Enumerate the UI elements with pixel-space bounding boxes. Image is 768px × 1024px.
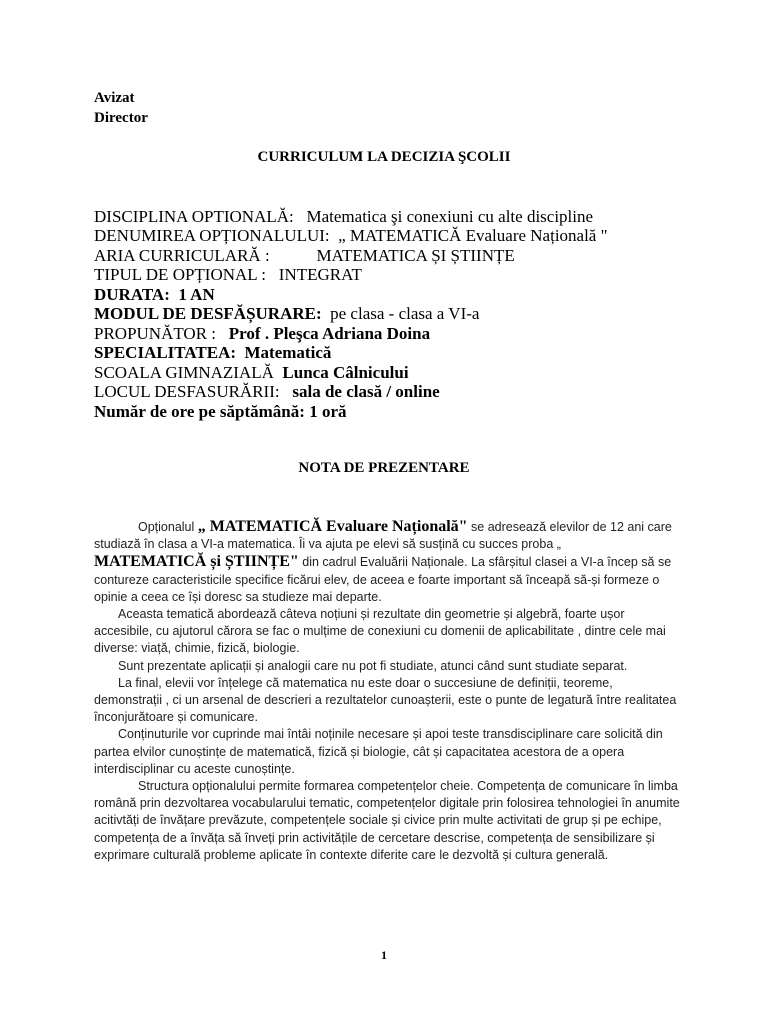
director-label: Director [94,110,148,126]
paragraph-3: Sunt prezentate aplicații și analogii care nu pot fi studiate, atunci când sunt studiate separat. [118,658,628,673]
paragraph-1: Opționalul „ MATEMATICĂ Evaluare Națională" se adresează elevilor de 12 ani care studiază în clasa a VI-a matematica. Îi va ajuta pe elevi să susțină cu succes proba „ MATEMATICĂ și ȘTIINȚE" din cadrul Evaluării Naționale. La sfârșitul clasei a VI-a încep să se contureze caracteristicile specifice ficărui elev, de aceea e foarte important să înceapă să-și formeze o opinie a ceea ce își doresc sa studieze mai departe. [94,518,672,604]
field-optional-type: TIPUL DE OPȚIONAL : INTEGRAT [94,265,362,284]
paragraph-2: Aceasta tematică abordează câteva noțiuni și rezultate din geometrie și algebră, foarte ușor accesibile, cu ajutorul cărora se fac o mulțime de conexiuni cu domenii de aplicabilitate , dintre cele mai diverse: viață, chimie, fizică, biologie. [94,607,666,656]
paragraph-4: La final, elevii vor înțelege că matematica nu este doar o succesiune de definiții, teoreme, demonstrații , ci un arsenal de descrieri a rezultatelor cunoașterii, este o punte de legatură între realitatea înconjurătoare și comunicare. [94,675,677,725]
field-duration: DURATA: 1 AN [94,285,215,304]
document-title: CURRICULUM LA DECIZIA ŞCOLII [257,149,511,165]
presentation-body [94,518,684,864]
field-discipline: DISCIPLINA OPTIONALĂ: Matematica şi conexiuni cu alte discipline [94,207,594,226]
field-school: SCOALA GIMNAZIALĂ Lunca Câlnicului [94,363,409,382]
field-optional-name: DENUMIREA OPȚIONALULUI: „ MATEMATICĂ Evaluare Națională " [94,226,608,245]
field-specialty: SPECIALITATEA: Matematică [94,343,332,362]
field-curricular-area: ARIA CURRICULARĂ : MATEMATICA ȘI ȘTIINȚE [94,246,515,265]
field-hours: Număr de ore pe săptămână: 1 oră [94,402,347,421]
field-proposer: PROPUNĂTOR : Prof . Pleşca Adriana Doina [94,324,431,343]
approval-label: Avizat [94,90,135,106]
field-mode: MODUL DE DESFĂȘURARE: pe clasa - clasa a VI-a [94,304,480,323]
paragraph-6: Structura opționalului permite formarea competențelor cheie. Competența de comunicare în limba română prin dezvoltarea vocabularului tematic, competențelor digitale prin folosirea tehnologiei în anumite acitivtăți de învățare prevăzute, competențele sociale și civice prin multe activitati de grup și pe echipe, competența de a învăța să înveți prin activitățile de cercetare descrise, competența de sensibilizare și exprimare culturală probleme aplicate în contexte diferite care le dezvoltă și cultura generală. [94,779,680,862]
section-title: NOTA DE PREZENTARE [298,460,470,476]
paragraph-5: Conținuturile vor cuprinde mai întâi noținile necesare și apoi teste transdisciplinare care solicită din partea elvilor cunoștințe de matematică, fizică și biologie, cât și capacitatea acestora de a opera interdisciplinar cu aceste cunoștințe. [94,727,663,776]
field-location: LOCUL DESFASURĂRII: sala de clasă / online [94,382,440,401]
page-number: 1 [381,948,387,962]
